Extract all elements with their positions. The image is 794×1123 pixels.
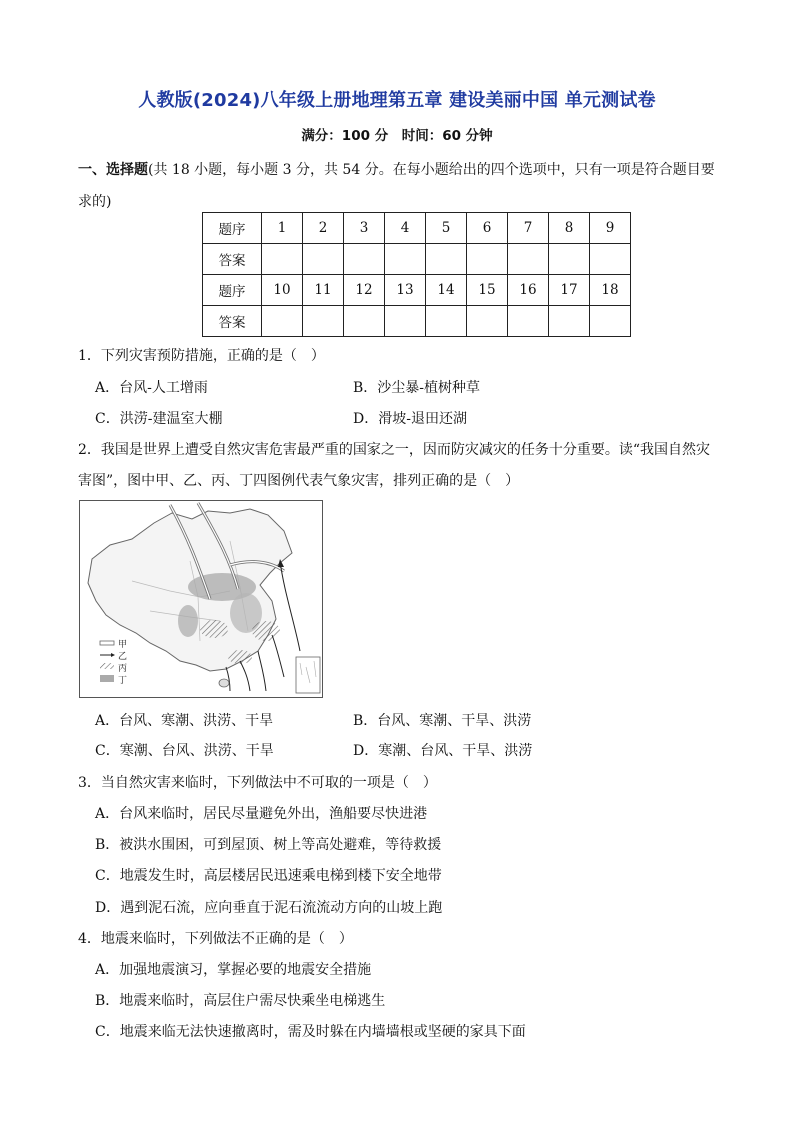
answer-cell[interactable] xyxy=(303,244,344,275)
question-number: 13 xyxy=(385,275,426,306)
row-label: 答案 xyxy=(203,306,262,337)
question-number: 7 xyxy=(508,213,549,244)
option-a[interactable]: A．加强地震演习，掌握必要的地震安全措施 xyxy=(95,962,372,978)
question-stem: 4．地震来临时，下列做法不正确的是（ ） xyxy=(78,931,353,947)
question-stem: 3．当自然灾害来临时，下列做法中不可取的一项是（ ） xyxy=(78,775,437,791)
section-description: (共 18 小题，每小题 3 分，共 54 分。在每小题给出的四个选项中，只有一项是符合题目要求的) xyxy=(78,162,715,210)
question-number: 14 xyxy=(426,275,467,306)
option-d[interactable]: D．寒潮、台风、干旱、洪涝 xyxy=(353,743,533,759)
answer-cell[interactable] xyxy=(508,306,549,337)
answer-cell[interactable] xyxy=(262,306,303,337)
answer-cell[interactable] xyxy=(549,244,590,275)
option-b[interactable]: B．被洪水围困，可到屋顶、树上等高处避难，等待救援 xyxy=(95,837,442,853)
question-number: 10 xyxy=(262,275,303,306)
question-number: 16 xyxy=(508,275,549,306)
option-d[interactable]: D．遇到泥石流，应向垂直于泥石流流动方向的山坡上跑 xyxy=(95,900,443,916)
option-a[interactable]: A．台风来临时，居民尽量避免外出，渔船要尽快进港 xyxy=(95,806,428,822)
option-c[interactable]: C．地震来临无法快速撤离时，需及时躲在内墙墙根或坚硬的家具下面 xyxy=(95,1024,526,1040)
question-number: 11 xyxy=(303,275,344,306)
answer-cell[interactable] xyxy=(508,244,549,275)
table-row xyxy=(203,244,631,275)
answer-cell[interactable] xyxy=(590,244,631,275)
row-label: 答案 xyxy=(203,244,262,275)
answer-cell[interactable] xyxy=(467,306,508,337)
answer-cell[interactable] xyxy=(344,244,385,275)
option-b[interactable]: B．沙尘暴-植树种草 xyxy=(353,380,481,396)
option-a[interactable]: A．台风-人工增雨 xyxy=(95,380,208,396)
answer-cell[interactable] xyxy=(590,306,631,337)
answer-cell[interactable] xyxy=(426,244,467,275)
disaster-map-figure xyxy=(79,500,323,698)
section-instructions xyxy=(78,154,718,218)
answer-cell[interactable] xyxy=(344,306,385,337)
legend-label: 丙 xyxy=(118,664,128,674)
question-number: 2 xyxy=(303,213,344,244)
answer-cell[interactable] xyxy=(549,306,590,337)
answer-cell[interactable] xyxy=(426,306,467,337)
question-number: 18 xyxy=(590,275,631,306)
table-row xyxy=(203,213,631,244)
legend-label: 甲 xyxy=(118,640,128,650)
option-a[interactable]: A．台风、寒潮、洪涝、干旱 xyxy=(95,713,274,729)
option-d[interactable]: D．滑坡-退田还湖 xyxy=(353,411,467,427)
question-number: 5 xyxy=(426,213,467,244)
page-title: 人教版(2024)八年级上册地理第五章 建设美丽中国 单元测试卷 xyxy=(138,90,656,111)
row-label: 题序 xyxy=(203,275,262,306)
option-c[interactable]: C．寒潮、台风、洪涝、干旱 xyxy=(95,743,274,759)
question-number: 9 xyxy=(590,213,631,244)
question-number: 4 xyxy=(385,213,426,244)
section-heading: 一、选择题 xyxy=(78,162,148,178)
option-c[interactable]: C．洪涝-建温室大棚 xyxy=(95,411,223,427)
answer-table xyxy=(202,212,631,337)
question-stem: 2．我国是世界上遭受自然灾害危害最严重的国家之一，因而防灾减灾的任务十分重要。读“我国自然灾害图”，图中甲、乙、丙、丁四图例代表气象灾害，排列正确的是（ ） xyxy=(78,442,711,489)
table-row xyxy=(203,275,631,306)
question-number: 12 xyxy=(344,275,385,306)
question-number: 8 xyxy=(549,213,590,244)
question-number: 15 xyxy=(467,275,508,306)
question-number: 6 xyxy=(467,213,508,244)
option-c[interactable]: C．地震发生时，高层楼居民迅速乘电梯到楼下安全地带 xyxy=(95,868,442,884)
answer-cell[interactable] xyxy=(303,306,344,337)
row-label: 题序 xyxy=(203,213,262,244)
answer-cell[interactable] xyxy=(385,306,426,337)
question-stem: 1．下列灾害预防措施，正确的是（ ） xyxy=(78,348,325,364)
question-number: 3 xyxy=(344,213,385,244)
legend-label: 丁 xyxy=(118,676,128,686)
question-number: 17 xyxy=(549,275,590,306)
china-map-graphic xyxy=(80,501,322,697)
option-b[interactable]: B．地震来临时，高层住户需尽快乘坐电梯逃生 xyxy=(95,993,386,1009)
table-row xyxy=(203,306,631,337)
score-time-info: 满分：100 分 时间：60 分钟 xyxy=(301,128,493,144)
legend-label: 乙 xyxy=(118,652,128,662)
answer-cell[interactable] xyxy=(385,244,426,275)
answer-cell[interactable] xyxy=(262,244,303,275)
question-number: 1 xyxy=(262,213,303,244)
answer-cell[interactable] xyxy=(467,244,508,275)
option-b[interactable]: B．台风、寒潮、干旱、洪涝 xyxy=(353,713,532,729)
